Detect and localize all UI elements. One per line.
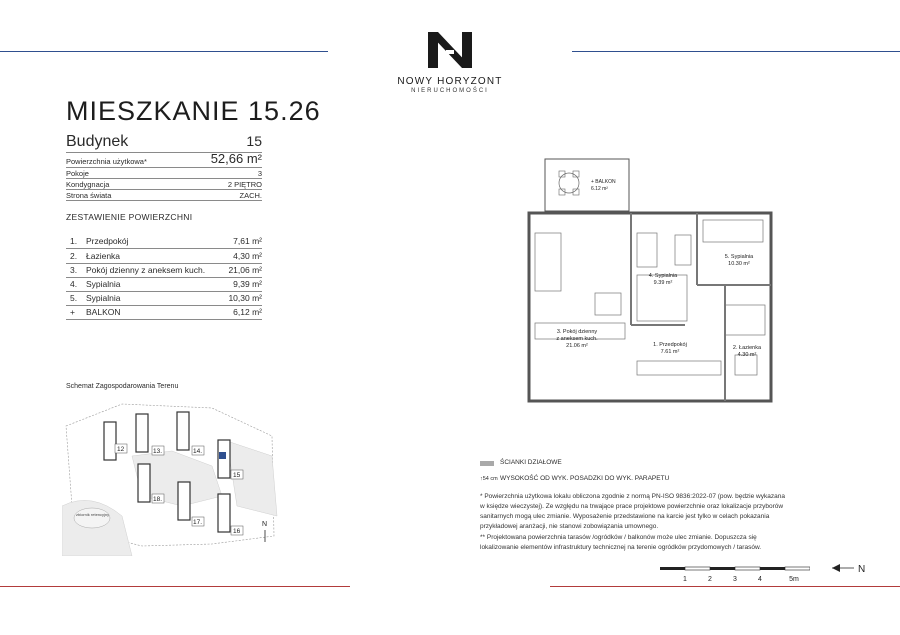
divider bbox=[66, 200, 262, 201]
info-label: Pokoje bbox=[66, 169, 89, 178]
info-value: ZACH. bbox=[239, 191, 262, 200]
brand-name: NOWY HORYZONT bbox=[397, 76, 503, 87]
info-value: 52,66 m² bbox=[210, 151, 262, 166]
note-line: ** Projektowana powierzchnia tarasów /ogródków / balkonów może ulec zmianie. Dopuszcza się bbox=[480, 534, 757, 541]
room3-line2: z aneksem kuch. bbox=[556, 336, 598, 342]
building-label: Budynek bbox=[66, 133, 129, 150]
room-number: 4. bbox=[70, 279, 78, 289]
balcony-label: + BALKON 6.12 m² bbox=[591, 179, 616, 192]
divider bbox=[66, 263, 262, 264]
bottom-rule-right bbox=[550, 586, 900, 587]
brand-logo-icon bbox=[420, 28, 480, 72]
room-name: BALKON bbox=[86, 307, 121, 317]
brand-subtitle: NIERUCHOMOŚCI bbox=[411, 88, 489, 94]
floor-plan bbox=[525, 155, 777, 407]
site-label-12: 12 bbox=[117, 446, 125, 453]
site-plan-title: Schemat Zagospodarowania Terenu bbox=[66, 383, 179, 390]
note-line: sanitarnych mogą ulec zmianie. Wyposażenie przedstawione na karcie jest tylko w celach pokazania bbox=[480, 513, 770, 520]
info-label: Powierzchnia użytkowa* bbox=[66, 157, 147, 166]
building-12 bbox=[104, 422, 116, 460]
info-value: 2 PIĘTRO bbox=[227, 180, 262, 189]
scale-tick: 1 bbox=[683, 576, 687, 583]
room3-line1: 3. Pokój dzienny bbox=[556, 329, 598, 335]
room-number: 3. bbox=[70, 265, 78, 275]
site-plan-map bbox=[62, 396, 284, 556]
room-area: 9,39 m² bbox=[233, 279, 262, 289]
room1-line2: 7.61 m² bbox=[660, 349, 680, 355]
scale-bar bbox=[660, 563, 810, 585]
summary-title: ZESTAWIENIE POWIERZCHNI bbox=[66, 212, 193, 222]
partition-swatch bbox=[480, 461, 494, 466]
pond-label: zbiornik retencyjny bbox=[76, 512, 110, 517]
room-area: 7,61 m² bbox=[233, 236, 262, 246]
divider bbox=[66, 178, 262, 179]
note-line: lokalizowanie elementów infrastruktury technicznej na terenie ogródków przydomowych / tarasów. bbox=[480, 544, 762, 551]
divider bbox=[66, 167, 262, 168]
site-label-15: 15 bbox=[233, 472, 241, 479]
room4-line2: 9.39 m² bbox=[653, 280, 673, 286]
scale-tick: 4 bbox=[758, 576, 762, 583]
scale-tick: 5m bbox=[789, 576, 799, 583]
building-17 bbox=[178, 482, 190, 520]
room-name: Pokój dzienny z aneksem kuch. bbox=[86, 265, 206, 275]
site-label-13: 13. bbox=[153, 448, 163, 455]
note-line: * Powierzchnia użytkowa lokalu obliczona zgodnie z normą PN-ISO 9836:2022-07 (pow. będzie wykazana bbox=[480, 493, 785, 500]
room-name: Przedpokój bbox=[86, 236, 129, 246]
room5-line1: 5. Sypialnia bbox=[724, 254, 754, 260]
info-label: Kondygnacja bbox=[66, 180, 110, 189]
note-line: w księdze wieczystej). Ze względu na trwające prace projektowe powierzchnie oraz lokalizacje przyborów bbox=[480, 503, 784, 510]
selected-apartment-marker bbox=[219, 452, 226, 459]
north-arrow-icon bbox=[830, 561, 870, 575]
room3-line3: 21.06 m² bbox=[566, 343, 588, 349]
room1-line1: 1. Przedpokój bbox=[653, 342, 687, 348]
site-label-16: 16 bbox=[233, 528, 241, 535]
room-number: 2. bbox=[70, 251, 78, 261]
scale-tick: 2 bbox=[708, 576, 712, 583]
divider bbox=[66, 305, 262, 306]
room-number: 1. bbox=[70, 236, 78, 246]
room-name: Łazienka bbox=[86, 251, 121, 261]
info-label: Strona świata bbox=[66, 191, 112, 200]
site-label-18: 18. bbox=[153, 496, 163, 503]
divider bbox=[66, 319, 262, 320]
legend-partitions: ŚCIANKI DZIAŁOWE bbox=[500, 459, 562, 466]
building-16 bbox=[218, 494, 230, 532]
site-label-14: 14. bbox=[193, 448, 203, 455]
site-label-17: 17. bbox=[193, 519, 203, 526]
divider bbox=[66, 277, 262, 278]
room5-line2: 10.30 m² bbox=[728, 261, 750, 267]
room4-line1: 4. Sypialnia bbox=[648, 273, 678, 279]
room2-line2: 4.30 m² bbox=[737, 352, 757, 358]
divider bbox=[66, 291, 262, 292]
room-area: 21,06 m² bbox=[228, 265, 262, 275]
info-value: 3 bbox=[257, 169, 262, 178]
site-north-label: N bbox=[262, 521, 268, 528]
room-area: 10,30 m² bbox=[228, 293, 262, 303]
building-14 bbox=[177, 412, 189, 450]
top-rule-right bbox=[572, 51, 900, 52]
bottom-rule-left bbox=[0, 586, 350, 587]
divider bbox=[66, 189, 262, 190]
divider bbox=[66, 248, 262, 249]
north-label: N bbox=[858, 564, 866, 575]
room2-line1: 2. Łazienka bbox=[732, 345, 762, 351]
room-name: Sypialnia bbox=[86, 293, 121, 303]
room-name: Sypialnia bbox=[86, 279, 121, 289]
building-18 bbox=[138, 464, 150, 502]
scale-tick: 3 bbox=[733, 576, 737, 583]
room-number: + bbox=[70, 307, 75, 317]
legend-height: WYSOKOŚĆ OD WYK. POSADZKI DO WYK. PARAPETU bbox=[500, 475, 670, 482]
room-number: 5. bbox=[70, 293, 78, 303]
building-value: 15 bbox=[246, 133, 262, 149]
height-icon: ↑54 cm bbox=[480, 476, 498, 482]
apartment-title: MIESZKANIE 15.26 bbox=[66, 96, 321, 126]
room-area: 4,30 m² bbox=[233, 251, 262, 261]
top-rule-left bbox=[0, 51, 328, 52]
note-line: przykładowej aranżacji, nie stanowi zobowiązania umownego. bbox=[480, 523, 659, 530]
room-area: 6,12 m² bbox=[233, 307, 262, 317]
building-13 bbox=[136, 414, 148, 452]
building-row bbox=[66, 133, 262, 151]
